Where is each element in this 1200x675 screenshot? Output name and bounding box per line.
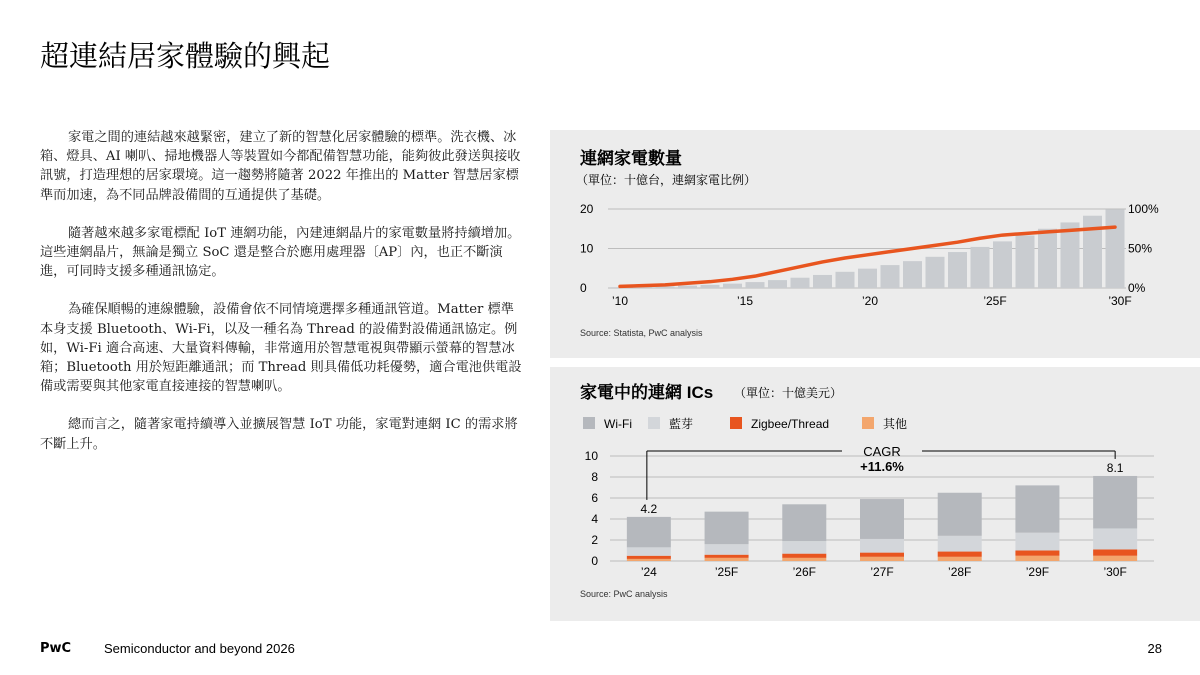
chart2-x-tick: ’27F [870,565,894,579]
chart2-bar-segment [705,555,749,558]
chart2-bar-segment [938,493,982,536]
chart1-title: 連網家電數量 [580,149,682,168]
chart1-x-tick: ’30F [1108,294,1132,308]
chart2-legend-label: Zigbee/Thread [751,417,830,431]
chart2-bar-segment [782,554,826,558]
chart1-bar [1038,229,1057,288]
chart2-cagr-value: +11.6% [860,459,904,474]
chart1-bar [791,278,810,288]
chart2-legend-swatch [583,417,595,429]
footer-text: Semiconductor and beyond 2026 [104,641,295,656]
chart2-bar-segment [938,536,982,552]
chart2-legend-label: 其他 [883,417,908,431]
chart2-x-tick: ’24 [640,565,657,579]
chart2-bar-segment [782,504,826,541]
chart1-x-tick: ’20 [861,294,879,308]
chart1-bar [723,284,742,288]
footer-brand: PwC [40,641,72,656]
chart2-bar-segment [938,552,982,557]
chart2-bar-segment [782,541,826,554]
chart2-x-tick: ’25F [714,565,739,579]
chart2-legend-label: 藍芽 [669,417,694,431]
chart2-y-tick: 6 [591,491,598,505]
chart2-y-tick: 8 [591,470,598,484]
chart1-bar [926,257,945,288]
chart1-x-tick: ’25F [983,294,1007,308]
chart2-total-label: 8.1 [1106,460,1124,475]
chart1-y-left-tick: 20 [580,202,594,216]
chart2-bar-segment [705,544,749,555]
chart1-bar [836,272,855,288]
chart2-source: Source: PwC analysis [580,589,668,599]
chart2-cagr-label: CAGR [863,444,901,459]
paragraph-2: 隨著越來越多家電標配 IoT 連網功能，內建連網晶片的家電數量將持續增加。這些連網晶片，無論是獨立 SoC 還是整合於應用處理器〔AP〕內，也正不斷演進，可同時支援多種通訊協定。 [40,225,521,280]
chart2-bar-segment [1015,485,1059,532]
chart2-y-tick: 2 [591,533,598,547]
chart2-bar-segment [860,553,904,557]
connectivity-ics-chart [550,367,1200,621]
chart1-y-right-tick: 0% [1128,281,1146,295]
page-title: 超連結居家體驗的興起 [40,39,331,73]
chart2-bar-segment [938,557,982,561]
chart1-bar [1106,209,1125,288]
chart2-bar-segment [860,557,904,561]
chart2-y-tick: 10 [584,449,598,463]
chart2-bar-segment [705,558,749,561]
chart2-y-tick: 4 [591,512,598,526]
chart1-bar [971,247,990,288]
chart2-bar-segment [860,499,904,539]
chart1-bar [701,285,720,288]
chart2-title: 家電中的連網 ICs [580,383,714,402]
chart2-bar-segment [627,556,671,559]
page-number: 28 [1147,641,1162,656]
chart2-bar-segment [627,547,671,555]
connected-appliances-chart [550,130,1200,358]
chart2-bar-segment [1015,551,1059,556]
chart2-x-tick: ’26F [792,565,816,579]
chart1-bar [881,265,900,288]
chart1-bar [858,269,877,288]
chart1-y-left-tick: 10 [580,241,594,256]
chart1-source: Source: Statista, PwC analysis [580,328,703,338]
chart1-x-tick: ’15 [736,294,754,308]
connectivity-ics-chart-panel [550,367,1200,621]
chart2-legend-swatch [730,417,742,429]
chart1-y-right-tick: 100% [1128,202,1159,216]
chart2-legend-label: Wi-Fi [604,417,632,431]
chart2-x-tick: ’30F [1103,565,1127,579]
chart2-legend-swatch [648,417,660,429]
chart2-bar-segment [627,517,671,547]
chart2-bar-segment [1093,549,1137,555]
chart1-x-tick: ’10 [611,294,629,308]
chart1-bar [746,282,765,288]
chart2-bar-segment [782,558,826,561]
chart2-bar-segment [1015,556,1059,561]
chart2-y-tick: 0 [591,554,598,568]
paragraph-4: 總而言之，隨著家電持續導入並擴展智慧 IoT 功能，家電對連網 IC 的需求將不斷上升。 [40,417,518,452]
chart2-x-tick: ’29F [1025,565,1050,579]
chart1-bar [1016,235,1035,288]
chart1-bar [678,286,697,288]
chart2-legend-swatch [862,417,874,429]
chart1-bar [903,261,922,288]
connected-appliances-chart-panel [550,130,1200,358]
paragraph-3: 為確保順暢的連線體驗，設備會依不同情境選擇多種通訊管道。Matter 標準本身支援 Bluetooth、Wi-Fi，以及一種名為 Thread 的設備對設備通訊協定。例如，Wi-Fi 適合高速、大量資料傳輸，非常適用於智慧電視與帶顯示螢幕的智慧冰箱；Bluetooth 用於短距離通訊；而 Thread 則具備低功耗優勢，適合電池供電設備或需要與其他家電直接連接的智慧喇叭。 [40,302,522,395]
paragraph-1: 家電之間的連結越來越緊密，建立了新的智慧化居家體驗的標準。洗衣機、冰箱、燈具、AI 喇叭、掃地機器人等裝置如今都配備智慧功能，能夠彼此發送與接收訊號，打造理想的居家環境。這一趨勢將隨著 2022 年推出的 Matter 智慧居家標準而加速，為不同品牌設備間的互通提供了基礎。 [40,130,521,203]
body-text [40,128,526,473]
chart2-x-tick: ’28F [948,565,972,579]
chart1-y-right-tick: 50% [1128,241,1153,256]
chart1-y-left-tick: 0 [580,281,587,295]
chart2-bar-segment [705,512,749,545]
chart1-bar [768,280,787,288]
chart2-bar-segment [1015,533,1059,551]
chart2-bar-segment [1093,556,1137,561]
chart2-bar-segment [1093,528,1137,549]
chart2-bar-segment [1093,476,1137,529]
chart1-bar [993,241,1012,288]
chart2-bar-segment [627,559,671,561]
chart2-bar-segment [860,539,904,553]
chart2-subtitle: （單位：十億美元） [734,386,843,400]
chart2-total-label: 4.2 [640,501,658,516]
chart1-bar [948,252,967,288]
chart1-subtitle: （單位：十億台，連網家電比例） [576,173,757,187]
chart1-bar [813,275,832,288]
